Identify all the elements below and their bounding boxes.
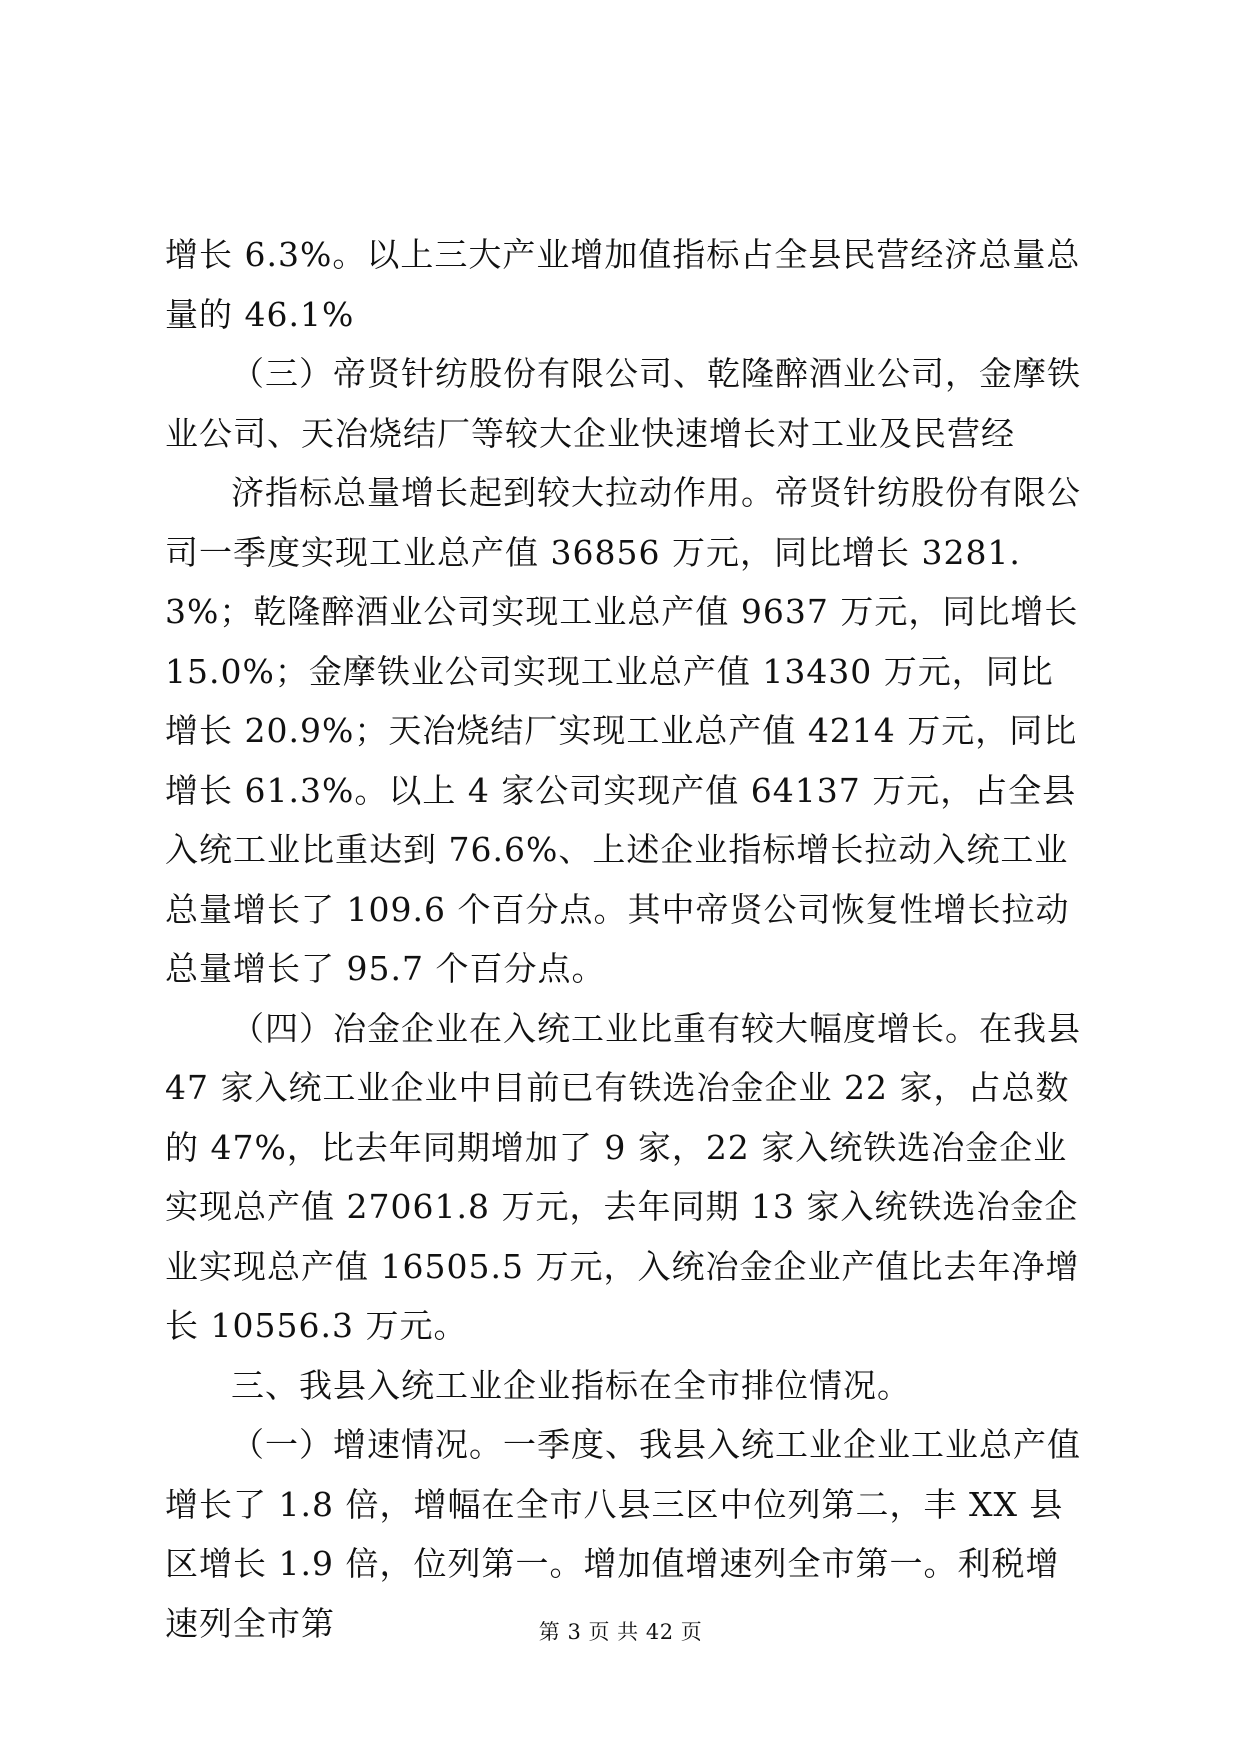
paragraph-enterprise-figures: 济指标总量增长起到较大拉动作用。帝贤针纺股份有限公司一季度实现工业总产值 36856 万元，同比增长 3281.3%；乾隆醉酒业公司实现工业总产值 9637 万元，同比增长 15.0%；金摩铁业公司实现工业总产值 13430 万元，同比增长 20.9%；天冶烧结厂实现工业总产值 4214 万元，同比增长 61.3%。以上 4 家公司实现产值 64137 万元，占全县入统工业比重达到 76.6%、上述企业指标增长拉动入统工业总量增长了 109.6 个百分点。其中帝贤公司恢复性增长拉动总量增长了 95.7 个百分点。 (165, 473, 1081, 988)
paragraph-continuation: 增长 6.3%。以上三大产业增加值指标占全县民营经济总量总量的 46.1% (165, 235, 1081, 334)
paragraph-growth-rate: （一）增速情况。一季度、我县入统工业企业工业总产值增长了 1.8 倍，增幅在全市八县三区中位列第二，丰 XX 县区增长 1.9 倍，位列第一。增加值增速列全市第一。利税增速列全市第 (165, 1425, 1081, 1643)
section-heading-ranking: 三、我县入统工业企业指标在全市排位情况。 (231, 1365, 911, 1405)
document-body (165, 225, 1085, 1653)
paragraph-section-four: （四）冶金企业在入统工业比重有较大幅度增长。在我县 47 家入统工业企业中目前已有铁选冶金企业 22 家，占总数的 47%，比去年同期增加了 9 家，22 家入统铁选冶金企业实现总产值 27061.8 万元，去年同期 13 家入统铁选冶金企业实现总产值 16505.5 万元，入统冶金企业产值比去年净增长 10556.3 万元。 (165, 1008, 1081, 1345)
page-number-footer: 第 3 页 共 42 页 (538, 1620, 703, 1644)
paragraph-section-three: （三）帝贤针纺股份有限公司、乾隆醉酒业公司，金摩铁业公司、天冶烧结厂等较大企业快速增长对工业及民营经 (165, 354, 1081, 453)
